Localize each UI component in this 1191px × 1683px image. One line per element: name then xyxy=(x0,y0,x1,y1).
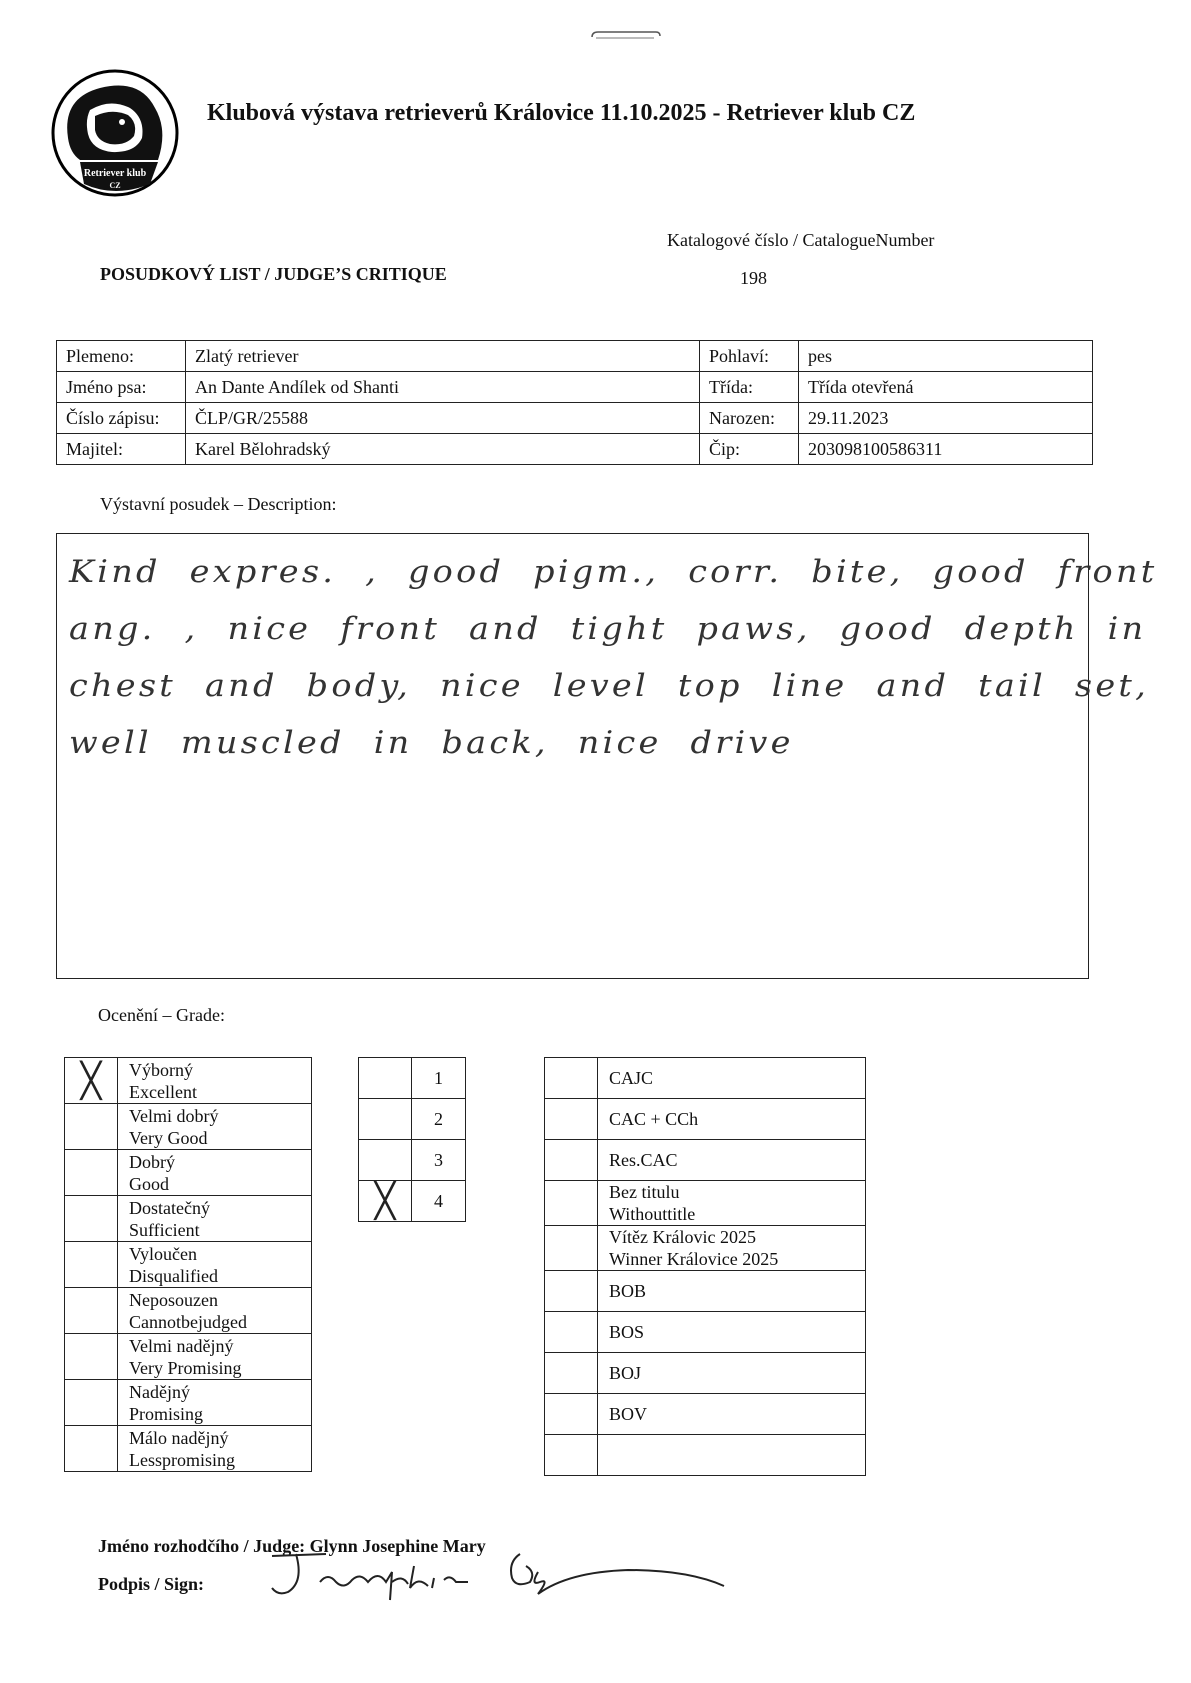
table-row xyxy=(57,434,1093,465)
club-logo xyxy=(50,68,180,198)
title-checkbox[interactable] xyxy=(545,1099,598,1140)
title-option: BOB xyxy=(598,1271,866,1312)
title-checkbox[interactable] xyxy=(545,1140,598,1181)
judge-name: Jméno rozhodčího / Judge: Glynn Josephine Mary xyxy=(98,1536,486,1556)
catalogue-number-value: 198 xyxy=(740,268,767,288)
title-checkbox[interactable] xyxy=(545,1181,598,1226)
table-row xyxy=(65,1334,312,1380)
judge-signature xyxy=(268,1542,728,1602)
table-row xyxy=(545,1394,866,1435)
table-row xyxy=(545,1181,866,1226)
title-option: Vítěz Královic 2025 Winner Královice 2025 xyxy=(598,1226,866,1271)
table-row xyxy=(545,1099,866,1140)
grade-option: Nadějný Promising xyxy=(118,1380,312,1426)
title-option: Res.CAC xyxy=(598,1140,866,1181)
table-row xyxy=(359,1058,466,1099)
placement-number: 4 xyxy=(412,1181,466,1222)
table-row xyxy=(545,1312,866,1353)
grade-checkbox[interactable] xyxy=(65,1196,118,1242)
title-option: BOJ xyxy=(598,1353,866,1394)
birth-date-label: Narozen: xyxy=(700,403,799,434)
owner-label: Majitel: xyxy=(57,434,186,465)
table-row xyxy=(65,1288,312,1334)
grade-checkbox[interactable] xyxy=(65,1334,118,1380)
table-row xyxy=(65,1242,312,1288)
title-checkbox[interactable] xyxy=(545,1353,598,1394)
handwritten-description: Kind expres. , good pigm., corr. bite, good front ang. , nice front and tight paws, good depth in chest and body, nice level top line and tail set, well muscled in back, nice drive xyxy=(69,554,1158,761)
owner-value: Karel Bělohradský xyxy=(186,434,700,465)
title-checkbox[interactable] xyxy=(545,1435,598,1476)
catalogue-number-label: Katalogové číslo / CatalogueNumber xyxy=(667,230,935,250)
table-row xyxy=(545,1271,866,1312)
table-row xyxy=(545,1058,866,1099)
table-row xyxy=(359,1140,466,1181)
table-row xyxy=(57,341,1093,372)
sex-label: Pohlaví: xyxy=(700,341,799,372)
svg-text:Retriever klub: Retriever klub xyxy=(83,168,147,179)
table-row xyxy=(65,1196,312,1242)
grade-checkbox[interactable] xyxy=(65,1288,118,1334)
placement-checkbox[interactable] xyxy=(359,1099,412,1140)
table-row xyxy=(65,1150,312,1196)
table-row xyxy=(65,1426,312,1472)
description-box xyxy=(56,533,1158,979)
grade-checkbox[interactable] xyxy=(65,1104,118,1150)
title-option: CAC + CCh xyxy=(598,1099,866,1140)
registration-label: Číslo zápisu: xyxy=(57,403,186,434)
grade-option: Velmi nadějný Very Promising xyxy=(118,1334,312,1380)
breed-value: Zlatý retriever xyxy=(186,341,700,372)
table-row xyxy=(545,1435,866,1476)
class-value: Třída otevřená xyxy=(799,372,1093,403)
paper-clip-mark xyxy=(590,30,662,40)
grade-option: Dostatečný Sufficient xyxy=(118,1196,312,1242)
table-row xyxy=(545,1353,866,1394)
title-checkbox[interactable] xyxy=(545,1226,598,1271)
titles-table xyxy=(544,1057,866,1476)
placement-checkbox[interactable] xyxy=(359,1058,412,1099)
placement-table xyxy=(358,1057,466,1222)
table-row xyxy=(57,372,1093,403)
title-option: Bez titulu Withouttitle xyxy=(598,1181,866,1226)
table-row xyxy=(65,1380,312,1426)
grade-option: Málo nadějný Lesspromising xyxy=(118,1426,312,1472)
grade-label: Ocenění – Grade: xyxy=(98,1005,225,1025)
grade-checkbox[interactable] xyxy=(65,1380,118,1426)
title-checkbox[interactable] xyxy=(545,1312,598,1353)
title-option: BOS xyxy=(598,1312,866,1353)
grade-checkbox[interactable] xyxy=(65,1242,118,1288)
table-row xyxy=(545,1226,866,1271)
class-label: Třída: xyxy=(700,372,799,403)
title-option xyxy=(598,1435,866,1476)
sign-label: Podpis / Sign: xyxy=(98,1574,205,1594)
table-row xyxy=(65,1104,312,1150)
title-option: CAJC xyxy=(598,1058,866,1099)
chip-label: Čip: xyxy=(700,434,799,465)
document-title: POSUDKOVÝ LIST / JUDGE’S CRITIQUE xyxy=(100,264,447,284)
table-row xyxy=(359,1181,466,1222)
svg-text:CZ: CZ xyxy=(109,181,121,190)
placement-number: 3 xyxy=(412,1140,466,1181)
grade-checkbox[interactable] xyxy=(65,1426,118,1472)
event-title: Klubová výstava retrieverů Královice 11.10.2025 - Retriever klub CZ xyxy=(207,100,916,126)
table-row xyxy=(65,1058,312,1104)
description-label: Výstavní posudek – Description: xyxy=(100,494,337,514)
grade-option: Vyloučen Disqualified xyxy=(118,1242,312,1288)
table-row xyxy=(545,1140,866,1181)
placement-checkbox[interactable]: ╳ xyxy=(359,1181,412,1222)
grade-option: Výborný Excellent xyxy=(118,1058,312,1104)
grade-option: Neposouzen Cannotbejudged xyxy=(118,1288,312,1334)
title-checkbox[interactable] xyxy=(545,1271,598,1312)
title-checkbox[interactable] xyxy=(545,1394,598,1435)
dog-name-value: An Dante Andílek od Shanti xyxy=(186,372,700,403)
grade-option: Dobrý Good xyxy=(118,1150,312,1196)
title-checkbox[interactable] xyxy=(545,1058,598,1099)
table-row xyxy=(57,403,1093,434)
birth-date-value: 29.11.2023 xyxy=(799,403,1093,434)
sex-value: pes xyxy=(799,341,1093,372)
chip-value: 203098100586311 xyxy=(799,434,1093,465)
dog-info-table xyxy=(56,340,1093,465)
breed-label: Plemeno: xyxy=(57,341,186,372)
registration-value: ČLP/GR/25588 xyxy=(186,403,700,434)
grade-table xyxy=(64,1057,312,1472)
title-option: BOV xyxy=(598,1394,866,1435)
grade-option: Velmi dobrý Very Good xyxy=(118,1104,312,1150)
placement-number: 1 xyxy=(412,1058,466,1099)
placement-number: 2 xyxy=(412,1099,466,1140)
grade-checkbox[interactable] xyxy=(65,1150,118,1196)
placement-checkbox[interactable] xyxy=(359,1140,412,1181)
dog-name-label: Jméno psa: xyxy=(57,372,186,403)
table-row xyxy=(359,1099,466,1140)
grade-checkbox[interactable]: ╳ xyxy=(65,1058,118,1104)
